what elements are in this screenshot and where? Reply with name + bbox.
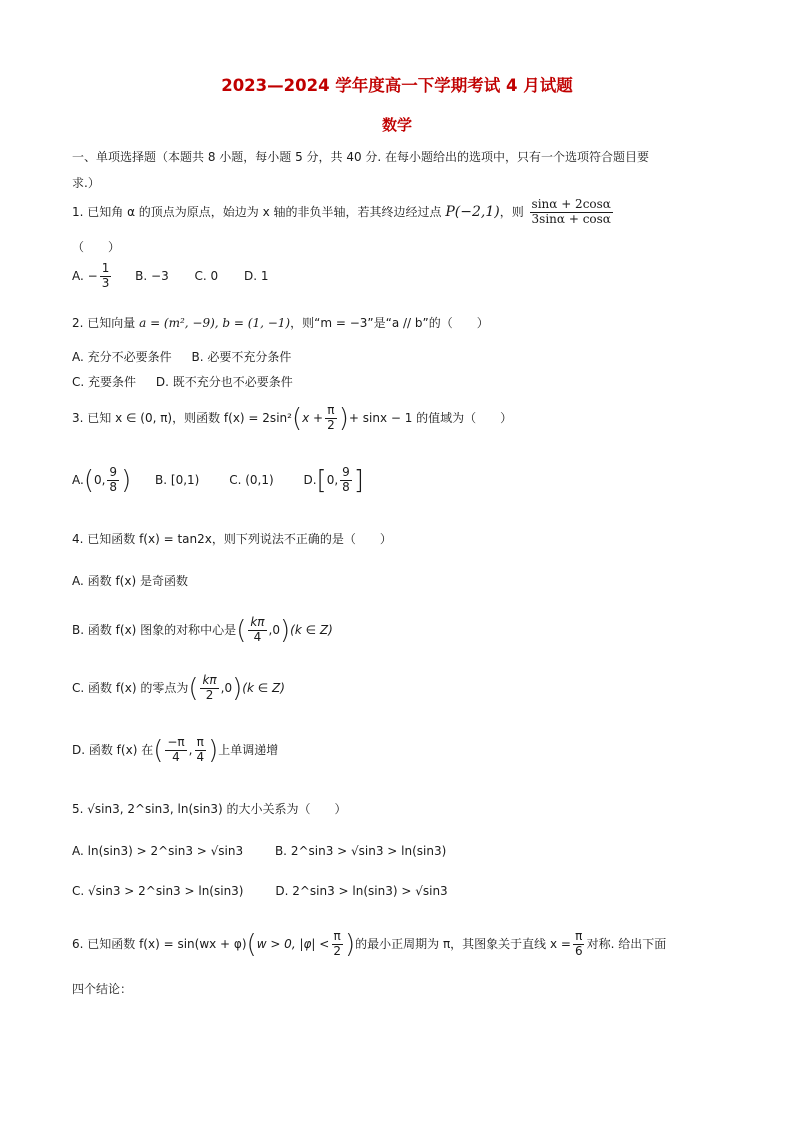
section-intro-line1: 一、单项选择题（本题共 8 小题，每小题 5 分，共 40 分. 在每小题给出的选项中，只有一个选项符合题目要 [72,150,650,164]
q2-options-row1 [72,348,291,365]
q3-inner: x + [302,410,324,425]
q3-option-d-nine: 9 [342,465,350,479]
q1-option-a-fraction [100,262,112,291]
q1-stem-text-b: ，则 [499,204,524,219]
q3-option-a-fraction [107,466,119,495]
q1-fraction [530,198,613,227]
q3-option-d: D.[0, $\frac{9}{8}$ ] [303,465,364,496]
q3-stem: 3. 已知 x ∈ (0, π)，则函数 f(x) = 2sin²(x + $\frac{\pi}{2}$ )+ sinx − 1 的值域为（ ） [72,403,513,434]
q3-option-d-val: 0, [326,472,339,487]
q2-stem [72,314,489,331]
subject-heading: 数学 [381,116,412,134]
q4-option-c-zero: ,0 [220,680,233,695]
q4-option-b-cond: (k ∈ Z) [290,622,333,637]
q4-option-b-four: 4 [253,629,262,644]
q6-stem-text-b: 的最小正周期为 π，其图象关于直线 x = [355,936,571,951]
q5-option-c: C. √sin3 > 2^sin3 > ln(sin3) [72,884,244,898]
q3-option-a-val: 0, [93,472,106,487]
q3-option-d-eight: 8 [342,479,350,494]
q1-option-a-label: A. − [72,268,98,283]
q6-cond: w > 0, |φ| < [256,936,330,951]
q6-axis-fraction [573,930,585,959]
q4-option-b-text: B. 函数 f(x) 图象的对称中心是 [72,622,237,637]
q3-pi: π [327,403,335,417]
q3-stem-text-b: + sinx − 1 的值域为（ ） [348,410,513,425]
q5-option-a: A. ln(sin3) > 2^sin3 > √sin3 [72,844,244,858]
q4-option-c: C. 函数 f(x) 的零点为( $\frac{k\pi}{2}$ ,0)(k ∈ Z) [72,673,285,704]
q2-options-row2 [72,373,293,390]
q6-axis-pi: π [575,929,583,943]
q1-point: P(−2,1) [445,203,500,220]
q1-option-a-den: 3 [101,275,110,290]
q3-option-b: B. [0,1) [155,472,200,487]
q3-two: 2 [327,417,335,432]
q4-option-c-kpi: kπ [202,673,217,687]
q6-axis-six: 6 [574,943,583,958]
q1-option-a-num: 1 [101,261,110,275]
q4-option-d-frac2 [194,736,206,765]
q3-stem-text-a: 3. 已知 x ∈ (0, π)，则函数 f(x) = 2sin² [72,410,292,425]
q1-stem [72,198,615,227]
q2-stem-text-a: 2. 已知向量 [72,316,140,330]
q3-option-d-fraction [340,466,352,495]
q3-option-a-eight: 8 [109,479,118,494]
q3-pi-over-2 [325,404,337,433]
q3-option-d-label: D. [303,472,317,487]
q1-option-a [72,262,113,291]
section-intro-line2: 求.） [72,176,100,190]
q5-stem: 5. √sin3, 2^sin3, ln(sin3) 的大小关系为（ ） [72,802,347,816]
q4-option-d-four2: 4 [196,749,205,764]
q1-option-c: C. 0 [194,268,219,283]
q6-cond-fraction [331,930,343,959]
q4-option-d-frac1 [165,736,186,765]
q5-options-row1 [72,844,446,858]
q4-option-d-four1: 4 [172,749,180,764]
q4-stem: 4. 已知函数 f(x) = tan2x，则下列说法不正确的是（ ） [72,532,392,546]
q1-fraction-denominator: 3sinα + cosα [531,211,611,226]
q1-option-d: D. 1 [244,268,269,283]
q6-stem-text-c: 对称. 给出下面 [586,936,667,951]
q6-stem: 6. 已知函数 f(x) = sin(wx + φ)(w > 0, |φ| < $\frac{\pi}{2}$ )的最小正周期为 π，其图象关于直线 x = $\frac{\pi}{6}$ 对称. 给出下面 [72,929,667,960]
q4-option-b-kpi: kπ [250,615,265,629]
q4-option-b: B. 函数 f(x) 图象的对称中心是( $\frac{k\pi}{4}$ ,0)(k ∈ Z) [72,615,333,646]
q1-paren: （ ） [72,240,121,254]
q4-option-d-minus-pi: −π [167,735,185,749]
q3-options [72,466,364,495]
q3-option-a: A.(0, $\frac{9}{8}$ ) [72,465,132,496]
q4-option-c-text: C. 函数 f(x) 的零点为 [72,680,189,695]
q6-stem-line2: 四个结论： [72,982,133,996]
q4-option-b-fraction [248,616,266,645]
q1-fraction-numerator: sinα + 2cosα [531,197,611,211]
q5-option-b: B. 2^sin3 > √sin3 > ln(sin3) [274,844,447,858]
q4-option-d-text: D. 函数 f(x) 在 [72,742,154,757]
q6-stem-text-a: 6. 已知函数 f(x) = sin(wx + φ) [72,936,247,951]
q4-option-b-zero: ,0 [268,622,280,637]
q4-option-d-pi: π [196,735,204,749]
q6-cond-two: 2 [333,943,341,958]
q2-option-d: D. 既不充分也不必要条件 [155,375,293,389]
q2-option-b: B. 必要不充分条件 [191,350,292,364]
q2-option-a: A. 充分不必要条件 [72,350,172,364]
q2-vectors: a = (m², −9), b = (1, −1) [139,316,291,330]
q4-option-a: A. 函数 f(x) 是奇函数 [72,574,188,588]
q3-option-a-label: A. [72,472,84,487]
q6-cond-pi: π [333,929,341,943]
q3-option-a-nine: 9 [109,465,118,479]
exam-title: 2023—2024 学年度高一下学期考试 4 月试题 [221,76,573,95]
q2-stem-text-b: ，则“m = −3”是“a // b”的（ ） [290,316,489,330]
q5-option-d: D. 2^sin3 > ln(sin3) > √sin3 [275,884,448,898]
q3-option-c: C. (0,1) [229,472,274,487]
q1-stem-text-a: 1. 已知角 α 的顶点为原点，始边为 x 轴的非负半轴，若其终边经过点 [72,204,446,219]
q5-options-row2 [72,884,448,898]
q4-option-d-tail: 上单调递增 [218,742,279,757]
q4-option-c-two: 2 [205,687,214,702]
q4-option-c-cond: (k ∈ Z) [242,680,285,695]
q2-option-c: C. 充要条件 [72,375,137,389]
q1-option-b: B. −3 [135,268,169,283]
q4-option-d: D. 函数 f(x) 在( $\frac{-\pi}{4}$ , $\frac{\pi}{4}$ )上单调递增 [72,735,279,766]
q1-options [72,262,269,291]
q4-option-c-fraction [200,674,218,703]
